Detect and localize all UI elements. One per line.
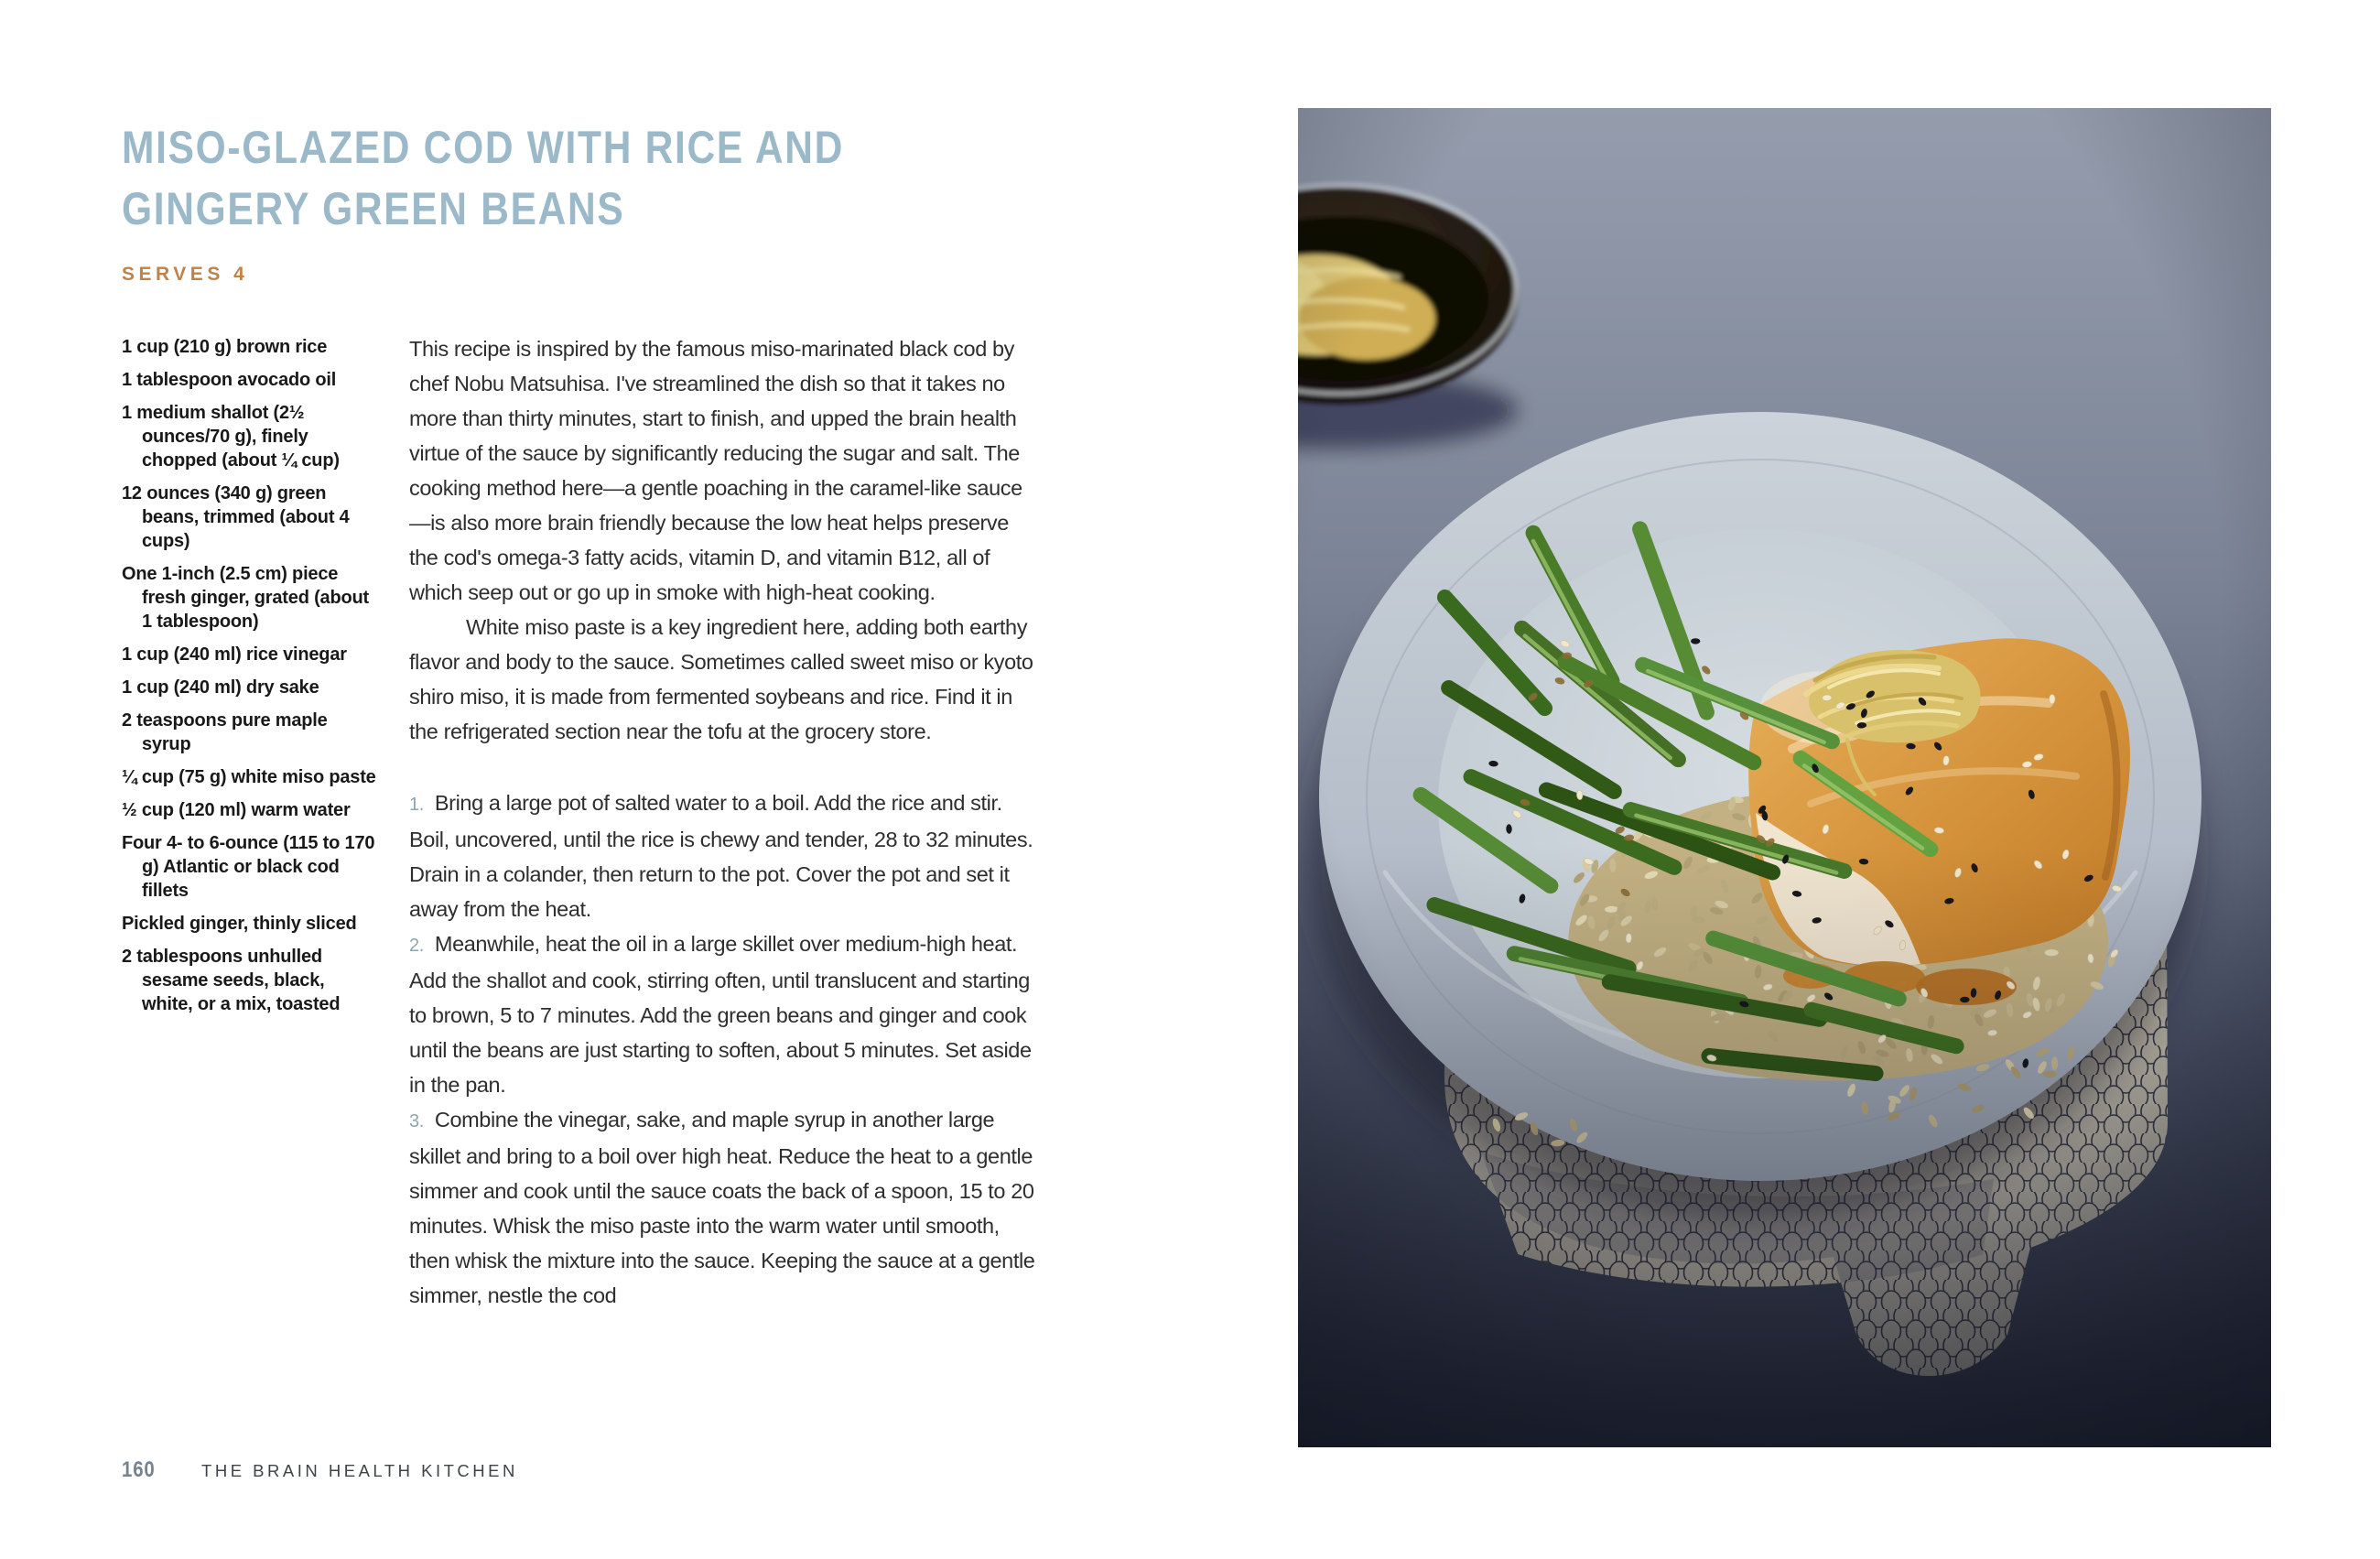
step-item [409, 926, 1039, 1102]
page-footer [122, 1457, 518, 1483]
intro-paragraph: This recipe is inspired by the famous miso-marinated black cod by chef Nobu Matsuhisa. I've streamlined the dish so that it takes no more than thirty minutes, start to finish, and upped the brain health virtue of the sauce by significantly reducing the sugar and salt. The cooking method here—a gentle poaching in the caramel-like sauce—is also more brain friendly because the low heat helps preserve the cod's omega-3 fatty acids, vitamin D, and vitamin B12, all of which seep out or go up in smoke with high-heat cooking. [409, 337, 1022, 604]
step-text: Meanwhile, heat the oil in a large skillet over medium-high heat. Add the shallot and cook, stirring often, until translucent and starting to brown, 5 to 7 minutes. Add the green beans and ginger and cook until the beans are just starting to soften, about 5 minutes. Set aside in the pan. [409, 932, 1032, 1097]
recipe-title [122, 117, 844, 240]
ingredient-item: 2 tablespoons unhulled sesame seeds, black, white, or a mix, toasted [122, 947, 341, 1014]
step-number: 1. [409, 795, 424, 815]
serves-label: SERVES 4 [122, 264, 249, 285]
ingredient-item: ¼ cup (75 g) white miso paste [122, 767, 376, 787]
ingredient-list [122, 335, 376, 1025]
page-number: 160 [122, 1457, 156, 1482]
ingredient-item: One 1-inch (2.5 cm) piece fresh ginger, grated (about 1 tablespoon) [122, 564, 369, 632]
ingredient-item: Four 4- to 6-ounce (115 to 170 g) Atlantic or black cod fillets [122, 833, 375, 901]
recipe-title-line-2: GINGERY GREEN BEANS [122, 183, 625, 234]
dish-photo [1298, 108, 2271, 1447]
step-text: Combine the vinegar, sake, and maple syrup in another large skillet and bring to a boil over high heat. Reduce the heat to a gentle simmer and cook until the sauce coats the back of a spoon, 15 to 20 minutes. Whisk the miso paste into the warm water until smooth, then whisk the mixture into the sauce. Keeping the sauce at a gentle simmer, nestle the cod [409, 1108, 1035, 1307]
book-title: THE BRAIN HEALTH KITCHEN [201, 1461, 518, 1480]
ingredient-item: 1 cup (240 ml) dry sake [122, 677, 319, 698]
recipe-body-column [409, 331, 1039, 1313]
photo-bottom-shading [1298, 108, 2271, 1447]
ingredient-item: 12 ounces (340 g) green beans, trimmed (about 4 cups) [122, 483, 350, 551]
ingredient-item: 2 teaspoons pure maple syrup [122, 710, 328, 754]
step-item [409, 1102, 1039, 1313]
step-text: Bring a large pot of salted water to a boil. Add the rice and stir. Boil, uncovered, until the rice is chewy and tender, 28 to 32 minutes. Drain in a colander, then return to the pot. Cover the pot and set it away from the heat. [409, 791, 1033, 921]
intro-paragraph: White miso paste is a key ingredient here, adding both earthy flavor and body to the sauce. Sometimes called sweet miso or kyoto shiro miso, it is made from fermented soybeans and rice. Find it in the refrigerated section near the tofu at the grocery store. [409, 615, 1033, 743]
step-list [409, 785, 1039, 1313]
ingredient-item: ½ cup (120 ml) warm water [122, 800, 351, 820]
ingredient-item: 1 cup (240 ml) rice vinegar [122, 644, 347, 665]
step-item [409, 785, 1039, 926]
ingredient-item: 1 tablespoon avocado oil [122, 370, 337, 390]
ingredient-item: Pickled ginger, thinly sliced [122, 914, 357, 934]
ingredient-item: 1 cup (210 g) brown rice [122, 337, 328, 357]
step-number: 3. [409, 1111, 424, 1131]
dish-photo-art [1298, 108, 2271, 1447]
step-number: 2. [409, 936, 424, 956]
recipe-title-line-1: MISO-GLAZED COD WITH RICE AND [122, 122, 845, 173]
ingredient-item: 1 medium shallot (2½ ounces/70 g), finely chopped (about ¼ cup) [122, 403, 340, 471]
